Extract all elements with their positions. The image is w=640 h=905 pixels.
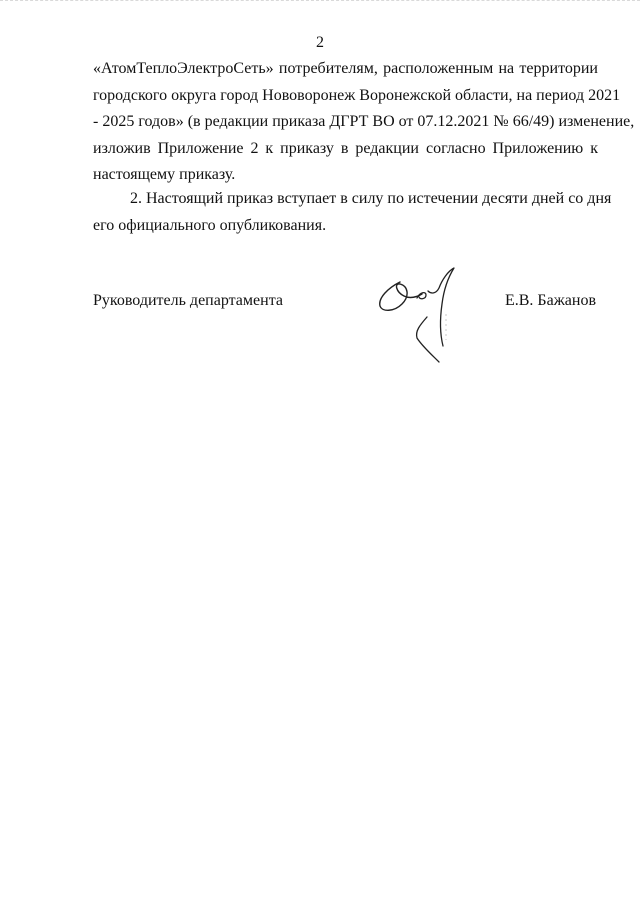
paragraph-2-line: его официального опубликования. <box>93 216 327 234</box>
paragraph-1-line: «АтомТеплоЭлектроСеть» потребителям, расположенным на территории <box>93 60 598 77</box>
signatory-name: Е.В. Бажанов <box>504 292 596 309</box>
paragraph-1-line: - 2025 годов» (в редакции приказа ДГРТ ВО от 07.12.2021 № 66/49) изменение, <box>93 113 635 130</box>
paragraph-1-line: настоящему приказу. <box>93 166 236 183</box>
paragraph-1-line: изложив Приложение 2 к приказу в редакции согласно Приложению к <box>93 139 598 157</box>
paragraph-2-line: 2. Настоящий приказ вступает в силу по истечении десяти дней со дня <box>130 190 612 207</box>
paragraph-1 <box>93 56 635 189</box>
paragraph-2 <box>93 186 612 239</box>
handwritten-signature <box>370 258 480 368</box>
page-top-edge <box>0 0 640 3</box>
signatory-title: Руководитель департамента <box>93 292 283 309</box>
page-number: 2 <box>316 34 324 51</box>
paragraph-1-line: городского округа город Нововоронеж Воронежской области, на период 2021 <box>93 86 621 104</box>
signature-block <box>93 290 598 314</box>
